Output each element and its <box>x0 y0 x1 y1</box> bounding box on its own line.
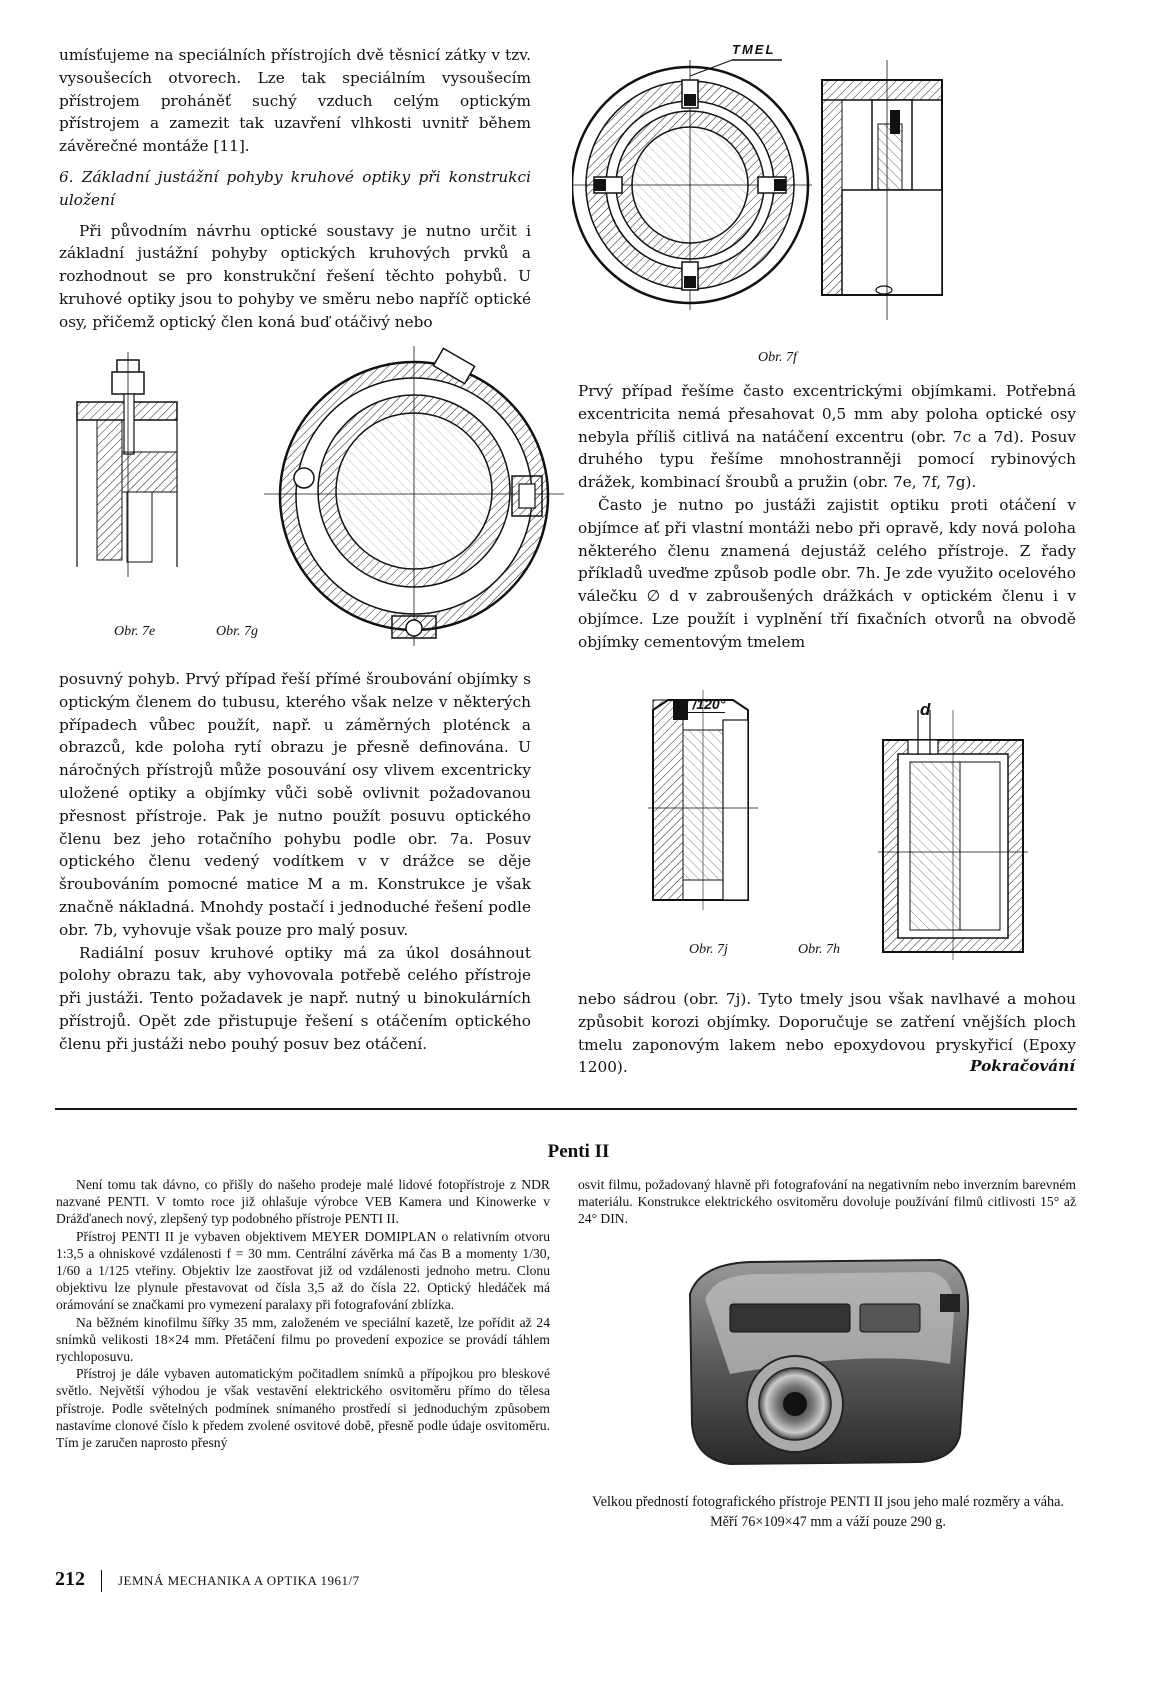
photo-caption: Velkou předností fotografického přístroje PENTI II jsou jeho malé rozměry a váha. Měří 76×109×47 mm a váží pouze 290 g. <box>592 1494 1064 1530</box>
paragraph: Často je nutno po justáži zajistit optiku proti otáčení v objímce ať při vlastní montáži nebo při opravě, kdy nová poloha některého členu znamená dejustáž celého přístroje. Z řady příkladů uveďme způsob podle obr. 7h. Je zde využito ocelového válečku ∅ d v zabroušených drážkách v optickém členu i v objímce. Lze použít i vyplnění tří fixačních otvorů na obvodě objímky cementovým tmelem <box>578 495 1076 651</box>
article2-left-column <box>56 1176 550 1451</box>
paragraph: Přístroj PENTI II je vybaven objektivem MEYER DOMIPLAN o relativním otvoru 1:3,5 a ohniskové vzdálenosti f = 30 mm. Centrální závěrka má čas B a momenty 1/30, 1/60 a 1/125 vteřiny. Objektiv lze zaostřovat již od vzdálenosti jednoho metru. Clonu objektivu lze plynule přestavovat od čísla 3,5 až do čísla 22. Optický hledáček má orámování se značkami pro vymezení paralaxy při fotografování zblízka. <box>56 1228 550 1313</box>
page-number: 212 <box>55 1568 85 1590</box>
figure-7e <box>72 352 182 582</box>
camera-photo-drawing <box>670 1254 980 1469</box>
left-column-top <box>59 44 531 334</box>
figure-7j <box>648 690 758 910</box>
paragraph: osvit filmu, požadovaný hlavně při fotografování na negativním nebo inverzním barevném materiálu. Konstrukce elektrického osvitoměru dovoluje používání filmů citlivosti 15° až 24° DIN. <box>578 1177 1076 1227</box>
left-column-bottom <box>59 668 531 1056</box>
article2-right-column <box>578 1176 1076 1228</box>
camera-photo <box>670 1254 980 1469</box>
label-3x120: 3x /120° <box>673 696 726 712</box>
caption-7f: Obr. 7f <box>758 350 797 365</box>
caption-7h: Obr. 7h <box>798 942 841 957</box>
figure-7g-drawing <box>264 346 564 646</box>
paragraph: Při původním návrhu optické soustavy je nutno určit i základní justážní pohyby optických kruhových prvků a rozhodnout se pro konstrukční řešení těchto pohybů. U kruhové optiky jsou to pohyby ve směru nebo napříč optické osy, přičemž optický člen koná buď otáčivý nebo <box>59 221 531 331</box>
tmel-label: TMEL <box>732 42 776 57</box>
figure-7h-drawing <box>878 710 1028 960</box>
paragraph: Přístroj je dále vybaven automatickým počitadlem snímků a přípojkou pro bleskové světlo. Největší výhodou je však vestavění elektrického osvitoměru přímo do tělesa přístroje. Podle světelných podmínek snímaného prostředí si jednoduchým způsobem nastavíme clonové číslo k předem zvolené osvitové době, přesně podle údaje osvitoměru. Tím je zaručen naprosto přesný <box>56 1366 550 1451</box>
figure-7j-drawing <box>648 690 758 910</box>
section-heading: 6. Základní justážní pohyby kruhové optiky při konstrukci uložení <box>59 167 531 209</box>
caption-7e: Obr. 7e <box>114 624 156 639</box>
paragraph: Na běžném kinofilmu šířky 35 mm, založeném ve speciální kazetě, lze pořídit až 24 snímků velikosti 18×24 mm. Přetáčení filmu po provedení expozice se provádí táhlem rychloposuvu. <box>56 1314 550 1365</box>
figure-7f <box>572 40 1012 340</box>
paragraph: Prvý případ řešíme často excentrickými objímkami. Potřebná excentricita nemá přesahovat 0,5 mm aby poloha optické osy nebyla příliš citlivá na natáčení excentru (obr. 7c a 7d). Posuv druhého typu řešíme mnohostranněji pomocí rybinových drážek, kombinací šroubů a pružin (obr. 7e, 7f, 7g). <box>578 382 1076 492</box>
continued-note: Pokračování <box>970 1057 1076 1075</box>
paragraph: posuvný pohyb. Prvý případ řeší přímé šroubování objímky s optickým členem do tubusu, kterého však nelze v některých případech vůbec použít, např. u záměrných ploténck a obrazců, kde poloha rytí obrazu je přesně definována. U náročných přístrojů může posouvání osy vlivem excentricky uložené optiky a objímky vůči sobě ovlivnit požadovanou přesnost přístroje. Pak je nutno použít posuvu optického členu bez jeho rotačního pohybu podle obr. 7a. Posuv optického členu vedený vodítkem v v drážce se děje šroubováním pomocné matice M a m. Konstrukce je však značně nákladná. Mnohdy postačí i jednoduché řešení podle obr. 7b, vyhovuje však pouze pro malý posuv. <box>59 670 531 939</box>
label-d: d <box>920 700 931 719</box>
paragraph: Radiální posuv kruhové optiky má za úkol dosáhnout polohy obrazu tak, aby vyhovovala potřebě celého přístroje při justáži. Tento požadavek je např. nutný u binokulárních přístrojů. Opět zde přistupuje řešení s otáčením optického členu při justáži nebo pouhý posuv bez otáčení. <box>59 943 531 1053</box>
caption-7j: Obr. 7j <box>689 942 728 957</box>
caption-7g: Obr. 7g <box>216 624 259 639</box>
article-title: Penti II <box>547 1141 610 1162</box>
paragraph: nebo sádrou (obr. 7j). Tyto tmely jsou však navlhavé a mohou způsobit korozi objímky. Doporučuje se zatření vnějších ploch tmelu zaponovým lakem nebo epoxydovou pryskyřicí (Epoxy 1200). <box>578 990 1076 1077</box>
footer-divider <box>101 1570 102 1592</box>
page-footer <box>55 1568 360 1592</box>
paragraph: Není tomu tak dávno, co přišly do našeho prodeje malé lidové fotopřístroje z NDR nazvané PENTI. V tomto roce již ohlašuje výrobce VEB Kamera und Kinowerke v Drážďanech nový, zlepšený typ podobného přístroje PENTI II. <box>56 1177 550 1227</box>
figure-7f-drawing <box>572 40 1012 340</box>
right-column <box>578 380 1076 654</box>
figure-7h <box>878 710 1028 960</box>
paragraph: umísťujeme na speciálních přístrojích dvě těsnicí zátky v tzv. vysoušecích otvorech. Lze tak speciálním vysoušecím přístrojem proháněť suchý vzduch celým optickým přístrojem a zamezit tak uzavření vlhkosti uvnitř během závěrečné montáže [11]. <box>59 46 531 156</box>
figure-7g <box>264 346 564 646</box>
figure-7e-drawing <box>72 352 182 582</box>
journal-name: JEMNÁ MECHANIKA A OPTIKA 1961/7 <box>118 1573 360 1588</box>
section-divider <box>55 1108 1077 1110</box>
